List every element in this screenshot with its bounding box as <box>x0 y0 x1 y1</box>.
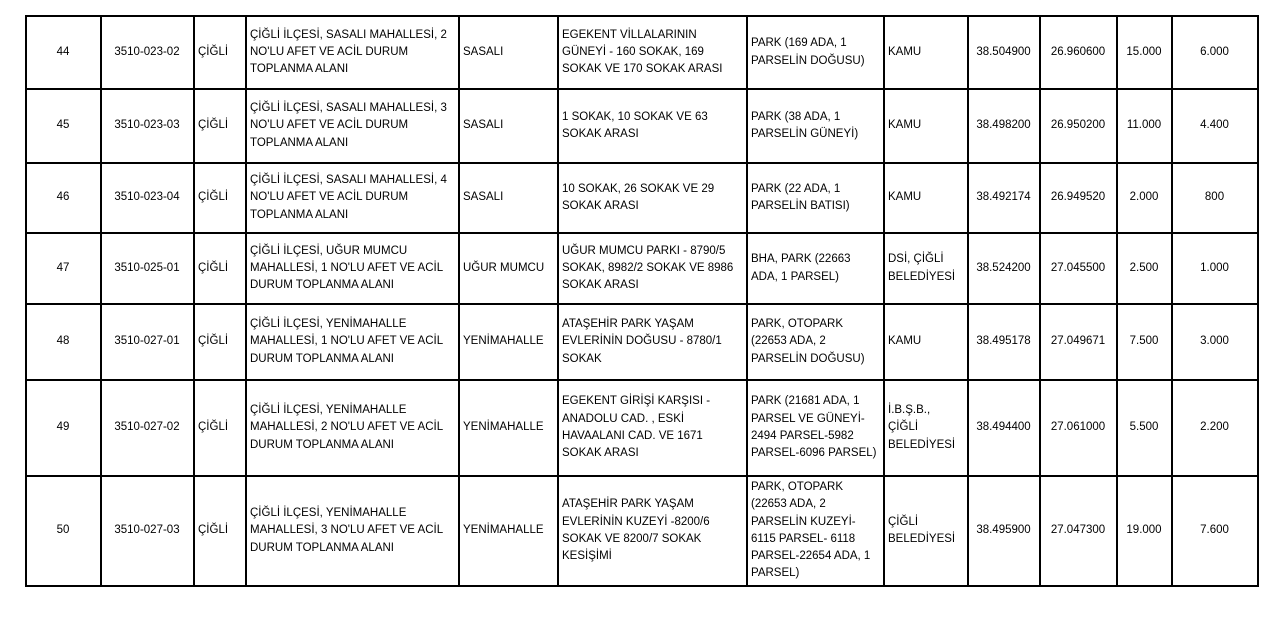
cell-location: 10 SOKAK, 26 SOKAK VE 29 SOKAK ARASI <box>558 163 747 233</box>
cell-capacity: 2.200 <box>1172 380 1258 476</box>
cell-ownership: KAMU <box>884 163 968 233</box>
cell-no: 44 <box>26 16 101 89</box>
cell-neighborhood: YENİMAHALLE <box>459 304 558 380</box>
cell-no: 46 <box>26 163 101 233</box>
cell-ownership: KAMU <box>884 16 968 89</box>
cell-location: UĞUR MUMCU PARKI - 8790/5 SOKAK, 8982/2 SOKAK VE 8986 SOKAK ARASI <box>558 233 747 304</box>
cell-area: 15.000 <box>1117 16 1172 89</box>
cell-lng: 27.049671 <box>1040 304 1117 380</box>
cell-lat: 38.495178 <box>968 304 1040 380</box>
cell-name: ÇİĞLİ İLÇESİ, SASALI MAHALLESİ, 3 NO'LU AFET VE ACİL DURUM TOPLANMA ALANI <box>246 89 459 163</box>
cell-location: EGEKENT VİLLALARININ GÜNEYİ - 160 SOKAK, 169 SOKAK VE 170 SOKAK ARASI <box>558 16 747 89</box>
cell-ownership: DSİ, ÇİĞLİ BELEDİYESİ <box>884 233 968 304</box>
cell-lng: 27.061000 <box>1040 380 1117 476</box>
cell-parcel: PARK (38 ADA, 1 PARSELİN GÜNEYİ) <box>747 89 884 163</box>
cell-area: 5.500 <box>1117 380 1172 476</box>
cell-parcel: PARK, OTOPARK (22653 ADA, 2 PARSELİN DOĞUSU) <box>747 304 884 380</box>
cell-lng: 26.950200 <box>1040 89 1117 163</box>
cell-code: 3510-027-02 <box>101 380 194 476</box>
cell-ownership: KAMU <box>884 304 968 380</box>
cell-code: 3510-027-03 <box>101 476 194 586</box>
cell-no: 50 <box>26 476 101 586</box>
cell-area: 2.500 <box>1117 233 1172 304</box>
cell-neighborhood: SASALI <box>459 16 558 89</box>
cell-lat: 38.494400 <box>968 380 1040 476</box>
cell-code: 3510-023-04 <box>101 163 194 233</box>
cell-district: ÇİĞLİ <box>194 16 246 89</box>
cell-lng: 27.047300 <box>1040 476 1117 586</box>
cell-ownership: İ.B.Ş.B., ÇİĞLİ BELEDİYESİ <box>884 380 968 476</box>
cell-parcel: PARK (169 ADA, 1 PARSELİN DOĞUSU) <box>747 16 884 89</box>
cell-area: 7.500 <box>1117 304 1172 380</box>
cell-name: ÇİĞLİ İLÇESİ, UĞUR MUMCU MAHALLESİ, 1 NO'LU AFET VE ACİL DURUM TOPLANMA ALANI <box>246 233 459 304</box>
cell-lat: 38.498200 <box>968 89 1040 163</box>
cell-name: ÇİĞLİ İLÇESİ, SASALI MAHALLESİ, 4 NO'LU AFET VE ACİL DURUM TOPLANMA ALANI <box>246 163 459 233</box>
cell-capacity: 7.600 <box>1172 476 1258 586</box>
cell-lng: 27.045500 <box>1040 233 1117 304</box>
table-row <box>26 16 1258 89</box>
assembly-areas-table <box>25 15 1259 587</box>
cell-no: 49 <box>26 380 101 476</box>
cell-district: ÇİĞLİ <box>194 380 246 476</box>
table-row <box>26 233 1258 304</box>
cell-lat: 38.524200 <box>968 233 1040 304</box>
cell-no: 45 <box>26 89 101 163</box>
cell-lat: 38.492174 <box>968 163 1040 233</box>
cell-district: ÇİĞLİ <box>194 163 246 233</box>
cell-parcel: PARK, OTOPARK (22653 ADA, 2 PARSELİN KUZEYİ- 6115 PARSEL- 6118 PARSEL-22654 ADA, 1 PARSEL) <box>747 476 884 586</box>
table-row <box>26 476 1258 586</box>
cell-neighborhood: YENİMAHALLE <box>459 380 558 476</box>
cell-location: ATAŞEHİR PARK YAŞAM EVLERİNİN DOĞUSU - 8780/1 SOKAK <box>558 304 747 380</box>
cell-capacity: 1.000 <box>1172 233 1258 304</box>
cell-lat: 38.504900 <box>968 16 1040 89</box>
cell-lng: 26.960600 <box>1040 16 1117 89</box>
cell-lat: 38.495900 <box>968 476 1040 586</box>
cell-code: 3510-023-03 <box>101 89 194 163</box>
cell-code: 3510-023-02 <box>101 16 194 89</box>
cell-name: ÇİĞLİ İLÇESİ, SASALI MAHALLESİ, 2 NO'LU AFET VE ACİL DURUM TOPLANMA ALANI <box>246 16 459 89</box>
cell-capacity: 800 <box>1172 163 1258 233</box>
cell-code: 3510-027-01 <box>101 304 194 380</box>
cell-district: ÇİĞLİ <box>194 233 246 304</box>
cell-location: EGEKENT GİRİŞİ KARŞISI - ANADOLU CAD. , ESKİ HAVAALANI CAD. VE 1671 SOKAK ARASI <box>558 380 747 476</box>
table-row <box>26 89 1258 163</box>
cell-location: ATAŞEHİR PARK YAŞAM EVLERİNİN KUZEYİ -8200/6 SOKAK VE 8200/7 SOKAK KESİŞİMİ <box>558 476 747 586</box>
cell-capacity: 4.400 <box>1172 89 1258 163</box>
cell-name: ÇİĞLİ İLÇESİ, YENİMAHALLE MAHALLESİ, 2 NO'LU AFET VE ACİL DURUM TOPLANMA ALANI <box>246 380 459 476</box>
cell-location: 1 SOKAK, 10 SOKAK VE 63 SOKAK ARASI <box>558 89 747 163</box>
cell-neighborhood: SASALI <box>459 89 558 163</box>
cell-parcel: BHA, PARK (22663 ADA, 1 PARSEL) <box>747 233 884 304</box>
cell-area: 2.000 <box>1117 163 1172 233</box>
cell-ownership: KAMU <box>884 89 968 163</box>
table-row <box>26 380 1258 476</box>
cell-code: 3510-025-01 <box>101 233 194 304</box>
cell-district: ÇİĞLİ <box>194 89 246 163</box>
cell-district: ÇİĞLİ <box>194 304 246 380</box>
cell-no: 47 <box>26 233 101 304</box>
cell-area: 19.000 <box>1117 476 1172 586</box>
cell-name: ÇİĞLİ İLÇESİ, YENİMAHALLE MAHALLESİ, 1 NO'LU AFET VE ACİL DURUM TOPLANMA ALANI <box>246 304 459 380</box>
cell-capacity: 3.000 <box>1172 304 1258 380</box>
cell-capacity: 6.000 <box>1172 16 1258 89</box>
cell-neighborhood: YENİMAHALLE <box>459 476 558 586</box>
table-row <box>26 163 1258 233</box>
cell-neighborhood: UĞUR MUMCU <box>459 233 558 304</box>
cell-no: 48 <box>26 304 101 380</box>
cell-district: ÇİĞLİ <box>194 476 246 586</box>
cell-area: 11.000 <box>1117 89 1172 163</box>
cell-ownership: ÇİĞLİ BELEDİYESİ <box>884 476 968 586</box>
cell-lng: 26.949520 <box>1040 163 1117 233</box>
table-row <box>26 304 1258 380</box>
cell-parcel: PARK (22 ADA, 1 PARSELİN BATISI) <box>747 163 884 233</box>
cell-name: ÇİĞLİ İLÇESİ, YENİMAHALLE MAHALLESİ, 3 NO'LU AFET VE ACİL DURUM TOPLANMA ALANI <box>246 476 459 586</box>
cell-neighborhood: SASALI <box>459 163 558 233</box>
table-body <box>26 16 1258 586</box>
cell-parcel: PARK (21681 ADA, 1 PARSEL VE GÜNEYİ- 2494 PARSEL-5982 PARSEL-6096 PARSEL) <box>747 380 884 476</box>
